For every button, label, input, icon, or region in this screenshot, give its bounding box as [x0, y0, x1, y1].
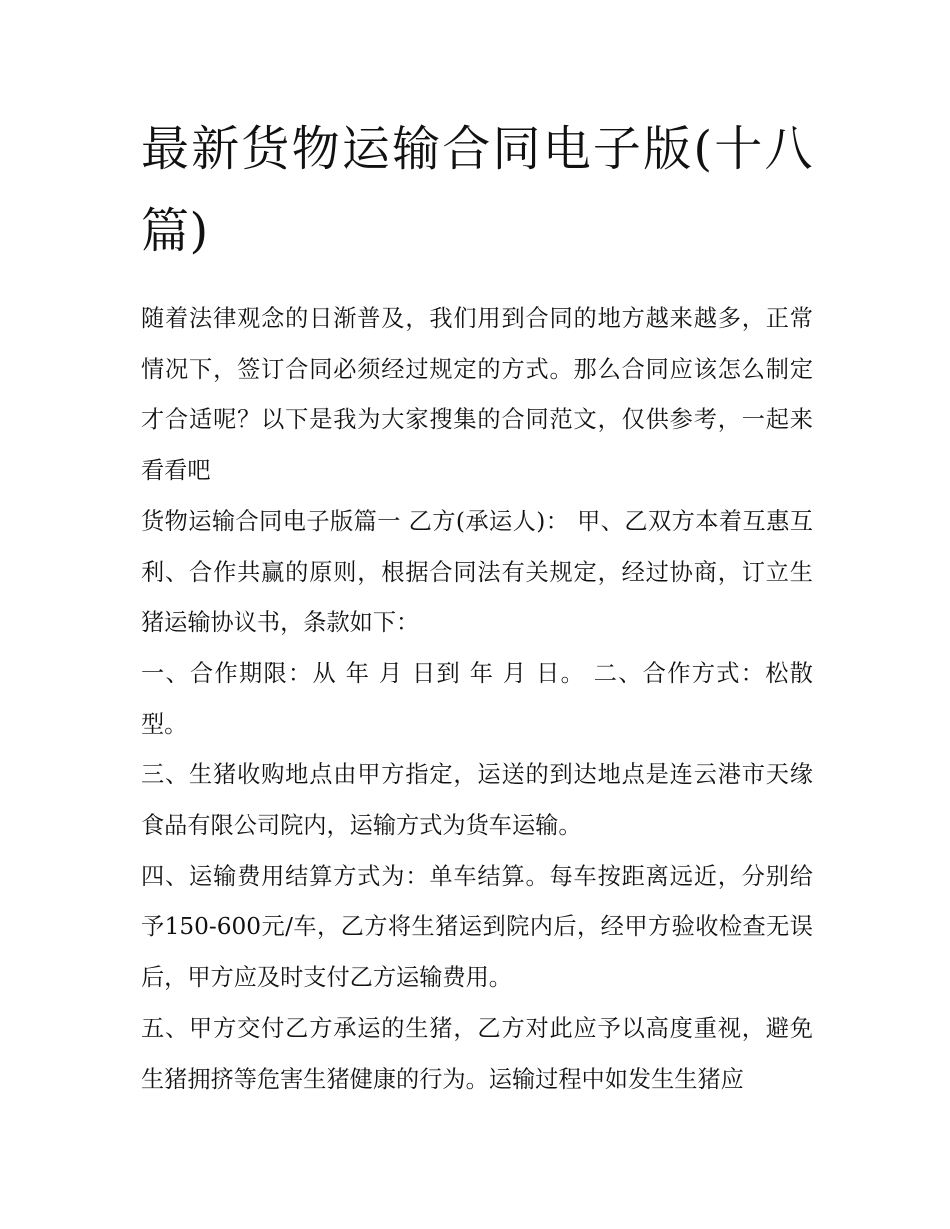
document-body: [141, 108, 813, 1105]
document-title: 最新货物运输合同电子版(十八篇): [141, 121, 813, 259]
intro-paragraph: 随着法律观念的日渐普及，我们用到合同的地方越来越多，正常情况下，签订合同必须经过规定的方式。那么合同应该怎么制定才合适呢？以下是我为大家搜集的合同范文，仅供参考，一起来看看吧: [141, 305, 813, 485]
clause-1-2-paragraph: 一、合作期限：从 年 月 日到 年 月 日。 二、合作方式：松散型。: [141, 659, 813, 738]
clause-4-paragraph: 四、运输费用结算方式为：单车结算。每车按距离远近，分别给予150-600元/车，乙方将生猪运到院内后，经甲方验收检查无误后，甲方应及时支付乙方运输费用。: [141, 862, 813, 992]
contract-preamble-paragraph: 货物运输合同电子版篇一 乙方(承运人)： 甲、乙双方本着互惠互利、合作共赢的原则，根据合同法有关规定，经过协商，订立生猪运输协议书，条款如下：: [141, 507, 813, 637]
clause-5-paragraph: 五、甲方交付乙方承运的生猪，乙方对此应予以高度重视，避免生猪拥挤等危害生猪健康的行为。运输过程中如发生生猪应: [141, 1014, 813, 1093]
clause-3-paragraph: 三、生猪收购地点由甲方指定，运送的到达地点是连云港市天缘食品有限公司院内，运输方式为货车运输。: [141, 761, 813, 840]
